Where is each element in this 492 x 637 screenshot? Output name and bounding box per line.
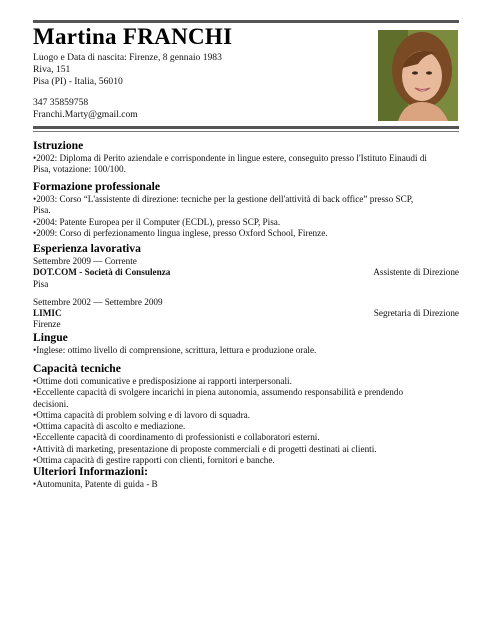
section-capacita bbox=[33, 362, 459, 466]
list-item: •Automunita, Patente di guida - B bbox=[33, 479, 158, 489]
section-esperienza bbox=[33, 242, 459, 331]
candidate-name: Martina FRANCHI bbox=[33, 24, 233, 49]
top-rule bbox=[33, 20, 459, 23]
header-rule-thin bbox=[33, 131, 459, 132]
header-rule bbox=[33, 126, 459, 129]
list-item: •Ottima capacità di gestire rapporti con clienti, fornitori e banche. bbox=[33, 455, 275, 466]
job-period: Settembre 2009 — Corrente bbox=[33, 256, 137, 266]
section-title: Capacità tecniche bbox=[33, 362, 121, 375]
list-item: Pisa. bbox=[33, 205, 51, 216]
list-item: •Ottime doti comunicative e predisposizione ai rapporti interpersonali. bbox=[33, 376, 292, 386]
section-lingue bbox=[33, 331, 459, 356]
section-istruzione bbox=[33, 139, 459, 176]
job-row bbox=[33, 267, 459, 278]
phone-number: 347 35859758 bbox=[33, 97, 89, 108]
list-item: •2004: Patente Europea per il Computer (ECDL), presso SCP, Pisa. bbox=[33, 216, 281, 227]
list-item: •Inglese: ottimo livello di comprensione, scrittura, lettura e produzione orale. bbox=[33, 345, 317, 355]
profile-photo bbox=[378, 30, 458, 121]
city-address: Pisa (PI) - Italia, 56010 bbox=[33, 76, 123, 87]
portrait-image bbox=[378, 30, 458, 121]
section-title: Formazione professionale bbox=[33, 180, 160, 193]
job-company: LIMIC bbox=[33, 308, 62, 319]
section-title: Esperienza lavorativa bbox=[33, 242, 141, 255]
section-title: Lingue bbox=[33, 331, 68, 344]
job-role: Segretaria di Direzione bbox=[373, 308, 459, 319]
job-row bbox=[33, 308, 459, 319]
job-period: Settembre 2002 — Settembre 2009 bbox=[33, 296, 163, 307]
section-formazione bbox=[33, 180, 459, 239]
birth-info: Luogo e Data di nascita: Firenze, 8 gennaio 1983 bbox=[33, 52, 222, 63]
section-title: Ulteriori Informazioni: bbox=[33, 465, 148, 478]
list-item: •Ottima capacità di problem solving e di lavoro di squadra. bbox=[33, 409, 251, 420]
list-item: •Eccellente capacità di coordinamento di professionisti e collaboratori esterni. bbox=[33, 432, 320, 443]
list-item: •Attività di marketing, presentazione di proposte commerciali e di progetti destinati ai clienti. bbox=[33, 443, 377, 454]
section-ulteriori bbox=[33, 465, 459, 490]
list-item: Pisa, votazione: 100/100. bbox=[33, 164, 126, 175]
job-company: DOT.COM - Società di Consulenza bbox=[33, 267, 171, 278]
street-address: Riva, 151 bbox=[33, 64, 71, 75]
section-title: Istruzione bbox=[33, 139, 84, 152]
list-item: •2003: Corso “L'assistente di direzione: tecniche per la gestione dell'attività di back office” presso SCP, bbox=[33, 194, 414, 204]
job-city: Pisa bbox=[33, 278, 49, 289]
list-item: •Eccellente capacità di svolgere incarichi in piena autonomia, assumendo responsabilità e prendendo bbox=[33, 387, 404, 398]
list-item: •2009: Corso di perfezionamento lingua inglese, presso Oxford School, Firenze. bbox=[33, 227, 328, 238]
email-address: Franchi.Marty@gmail.com bbox=[33, 109, 138, 120]
list-item: decisioni. bbox=[33, 398, 69, 409]
job-city: Firenze bbox=[33, 319, 61, 330]
list-item: •2002: Diploma di Perito aziendale e corrispondente in lingue estere, conseguito presso l'Istituto Einaudi di bbox=[33, 153, 427, 163]
job-role: Assistente di Direzione bbox=[373, 267, 459, 278]
list-item: •Ottima capacità di ascolto e mediazione. bbox=[33, 421, 186, 432]
